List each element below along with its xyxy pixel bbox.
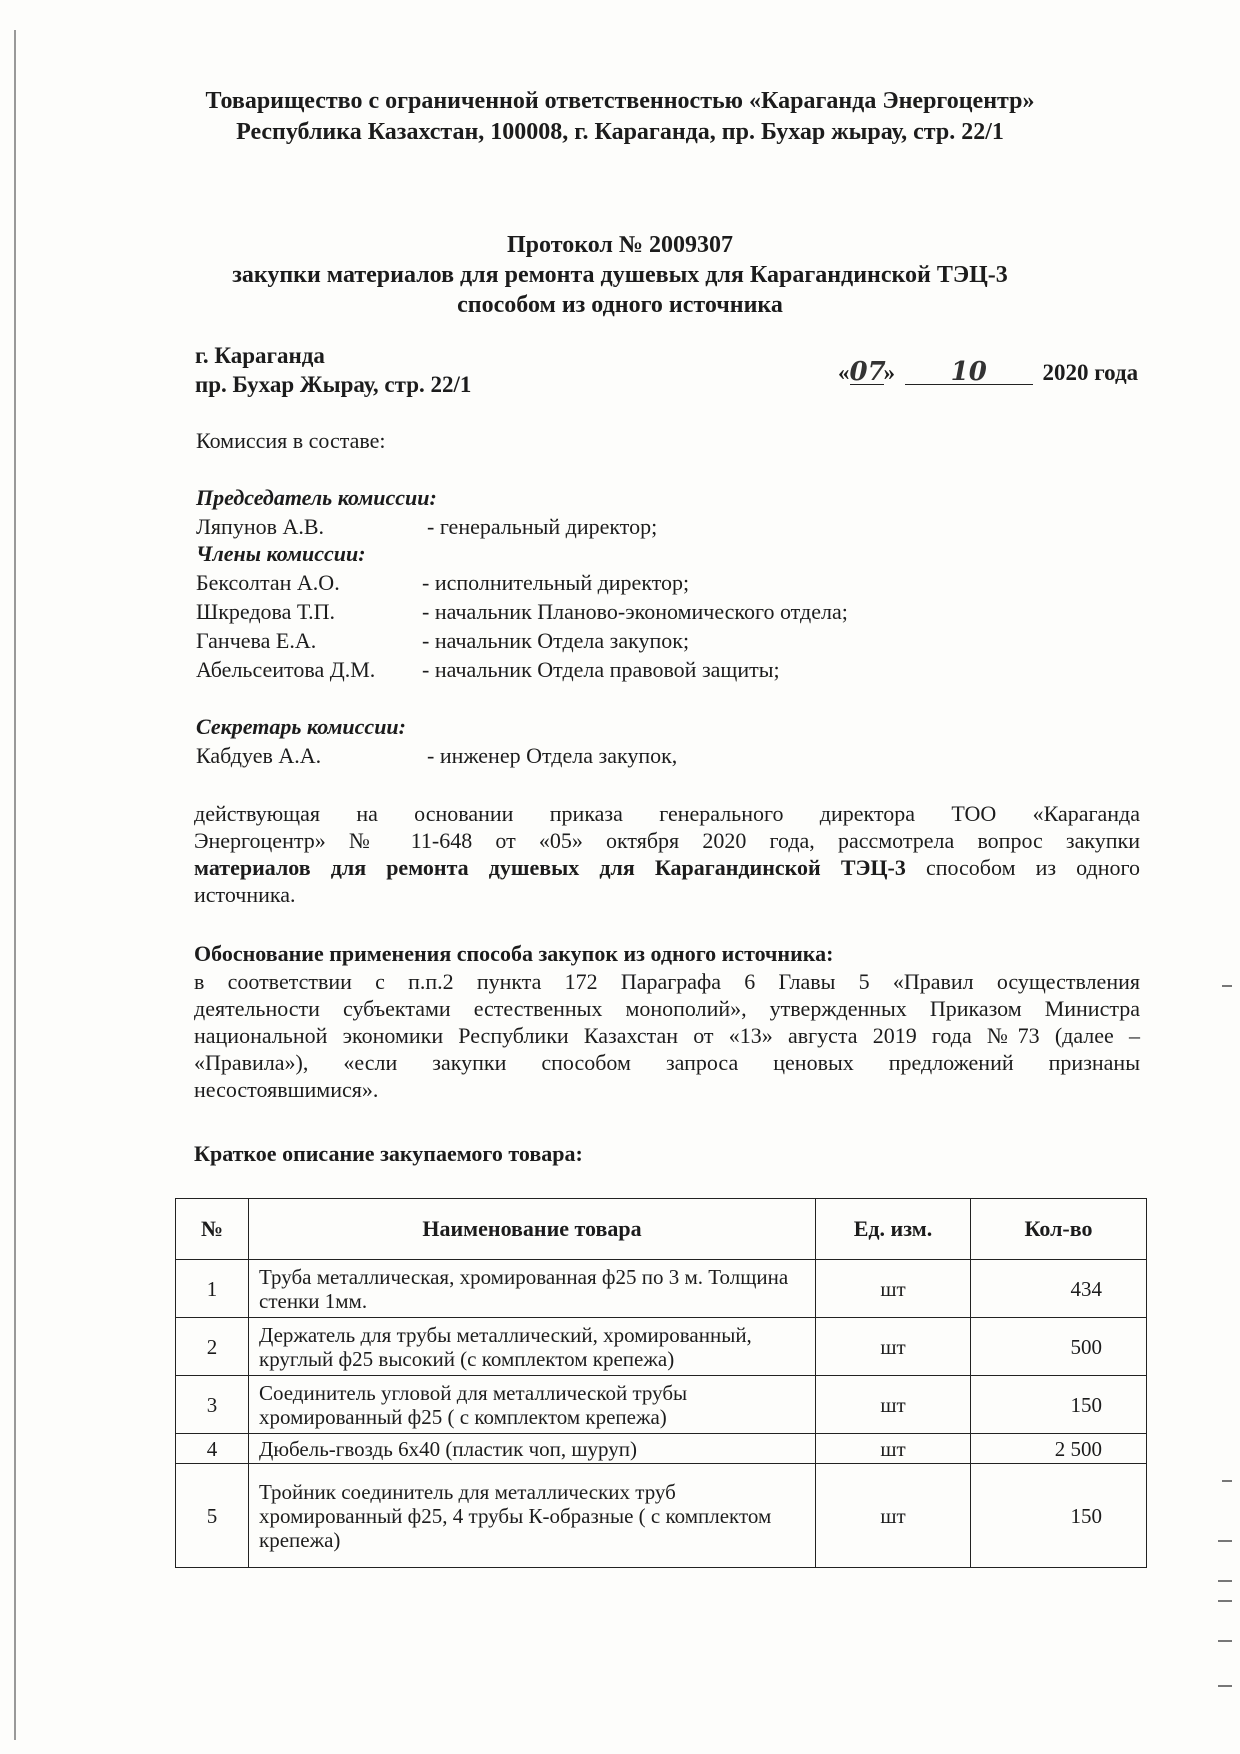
row-qty: 2 500 [971, 1434, 1147, 1464]
row-qty: 434 [971, 1260, 1147, 1318]
date-day: 07 [849, 357, 886, 387]
row-name: Труба металлическая, хромированная ф25 по 3 м. Толщина стенки 1мм. [249, 1260, 816, 1318]
scan-dash [1218, 1540, 1232, 1542]
basis-line-rest: способом из одного [905, 855, 1140, 880]
chairman-role: - генеральный директор; [427, 514, 658, 539]
row-num: 3 [176, 1376, 249, 1434]
member-role: - исполнительный директор; [422, 570, 690, 595]
table-header-row [176, 1199, 1147, 1260]
date-open-quote: « [838, 360, 850, 385]
table-row [176, 1434, 1147, 1464]
company-name: Товарищество с ограниченной ответственностью «Караганда Энергоцентр» [205, 88, 1035, 114]
row-name: Тройник соединитель для металлических труб хромированный ф25, 4 трубы К-образные ( с комплектом крепежа) [249, 1464, 816, 1568]
table-row [176, 1318, 1147, 1376]
row-qty: 150 [971, 1464, 1147, 1568]
scan-dash [1218, 1685, 1232, 1687]
company-address: Республика Казахстан, 100008, г. Караганда, пр. Бухар жырау, стр. 22/1 [236, 119, 1004, 145]
goods-table [175, 1198, 1147, 1568]
secretary-heading: Секретарь комиссии: [196, 714, 406, 739]
protocol-subject: закупки материалов для ремонта душевых для Карагандинской ТЭЦ-3 [232, 262, 1008, 288]
row-unit: шт [816, 1260, 971, 1318]
scan-dash [1222, 1480, 1232, 1482]
basis-line: источника. [194, 882, 296, 907]
row-name: Держатель для трубы металлический, хромированный, круглый ф25 высокий (с комплектом крепежа) [249, 1318, 816, 1376]
row-qty: 500 [971, 1318, 1147, 1376]
basis-line: Энергоцентр» № 11-648 от «05» октября 2020 года, рассмотрела вопрос закупки [194, 828, 1140, 853]
col-header-num: № [176, 1199, 249, 1260]
date-close-quote: » [883, 360, 895, 385]
secretary-role: - инженер Отдела закупок, [427, 743, 678, 768]
row-unit: шт [816, 1376, 971, 1434]
col-header-name: Наименование товара [249, 1199, 816, 1260]
justification-line: в соответствии с п.п.2 пункта 172 Параграфа 6 Главы 5 «Правил осуществления [194, 969, 1140, 994]
row-num: 2 [176, 1318, 249, 1376]
justification-line: «Правила»), «если закупки способом запроса ценовых предложений признаны [194, 1050, 1140, 1075]
member-name: Бексолтан А.О. [196, 570, 340, 595]
member-name: Абельсеитова Д.М. [196, 657, 376, 682]
scan-dash [1222, 985, 1232, 987]
col-header-unit: Ед. изм. [816, 1199, 971, 1260]
row-name: Дюбель-гвоздь 6х40 (пластик чоп, шуруп) [249, 1434, 816, 1464]
basis-line: действующая на основании приказа генерального директора ТОО «Караганда [194, 801, 1140, 826]
document-date [838, 357, 1139, 387]
chairman-heading: Председатель комиссии: [196, 485, 437, 510]
row-unit: шт [816, 1464, 971, 1568]
member-role: - начальник Отдела правовой защиты; [422, 657, 780, 682]
table-row [176, 1376, 1147, 1434]
justification-line: национальной экономики Республики Казахстан от «13» августа 2019 года №73 (далее – [194, 1023, 1140, 1048]
justification-line: деятельности субъектами естественных монополий», утвержденных Приказом Министра [194, 996, 1140, 1021]
row-name: Соединитель угловой для металлической трубы хромированный ф25 ( с комплектом крепежа) [249, 1376, 816, 1434]
member-role: - начальник Отдела закупок; [422, 628, 690, 653]
date-year: 2020 года [1042, 360, 1139, 385]
row-num: 1 [176, 1260, 249, 1318]
row-num: 5 [176, 1464, 249, 1568]
basis-line [194, 854, 1140, 881]
protocol-title: Протокол № 2009307 [507, 232, 733, 258]
row-qty: 150 [971, 1376, 1147, 1434]
table-row [176, 1260, 1147, 1318]
secretary-name: Кабдуев А.А. [196, 743, 322, 768]
row-num: 4 [176, 1434, 249, 1464]
members-heading: Члены комиссии: [196, 541, 366, 566]
table-row [176, 1464, 1147, 1568]
scan-dash [1218, 1580, 1232, 1582]
row-unit: шт [816, 1318, 971, 1376]
date-month: 10 [905, 360, 1033, 385]
basis-paragraph [194, 800, 1140, 908]
place-street: пр. Бухар Жырау, стр. 22/1 [195, 372, 472, 397]
scan-dash [1218, 1640, 1232, 1642]
justification-paragraph [194, 968, 1140, 1103]
goods-heading: Краткое описание закупаемого товара: [194, 1141, 583, 1166]
member-name: Ганчева Е.А. [196, 628, 317, 653]
commission-intro: Комиссия в составе: [196, 428, 386, 453]
protocol-method: способом из одного источника [457, 292, 783, 318]
member-role: - начальник Планово-экономического отдела; [422, 599, 848, 624]
member-name: Шкредова Т.П. [196, 599, 336, 624]
row-unit: шт [816, 1434, 971, 1464]
place-city: г. Караганда [195, 343, 325, 368]
chairman-name: Ляпунов А.В. [196, 514, 325, 539]
scan-dash [1218, 1600, 1232, 1602]
basis-subject: материалов для ремонта душевых для Карагандинской ТЭЦ-3 [194, 855, 906, 880]
justification-heading: Обоснование применения способа закупок из одного источника: [194, 941, 834, 966]
col-header-qty: Кол-во [971, 1199, 1147, 1260]
justification-line: несостоявшимися». [194, 1077, 379, 1102]
